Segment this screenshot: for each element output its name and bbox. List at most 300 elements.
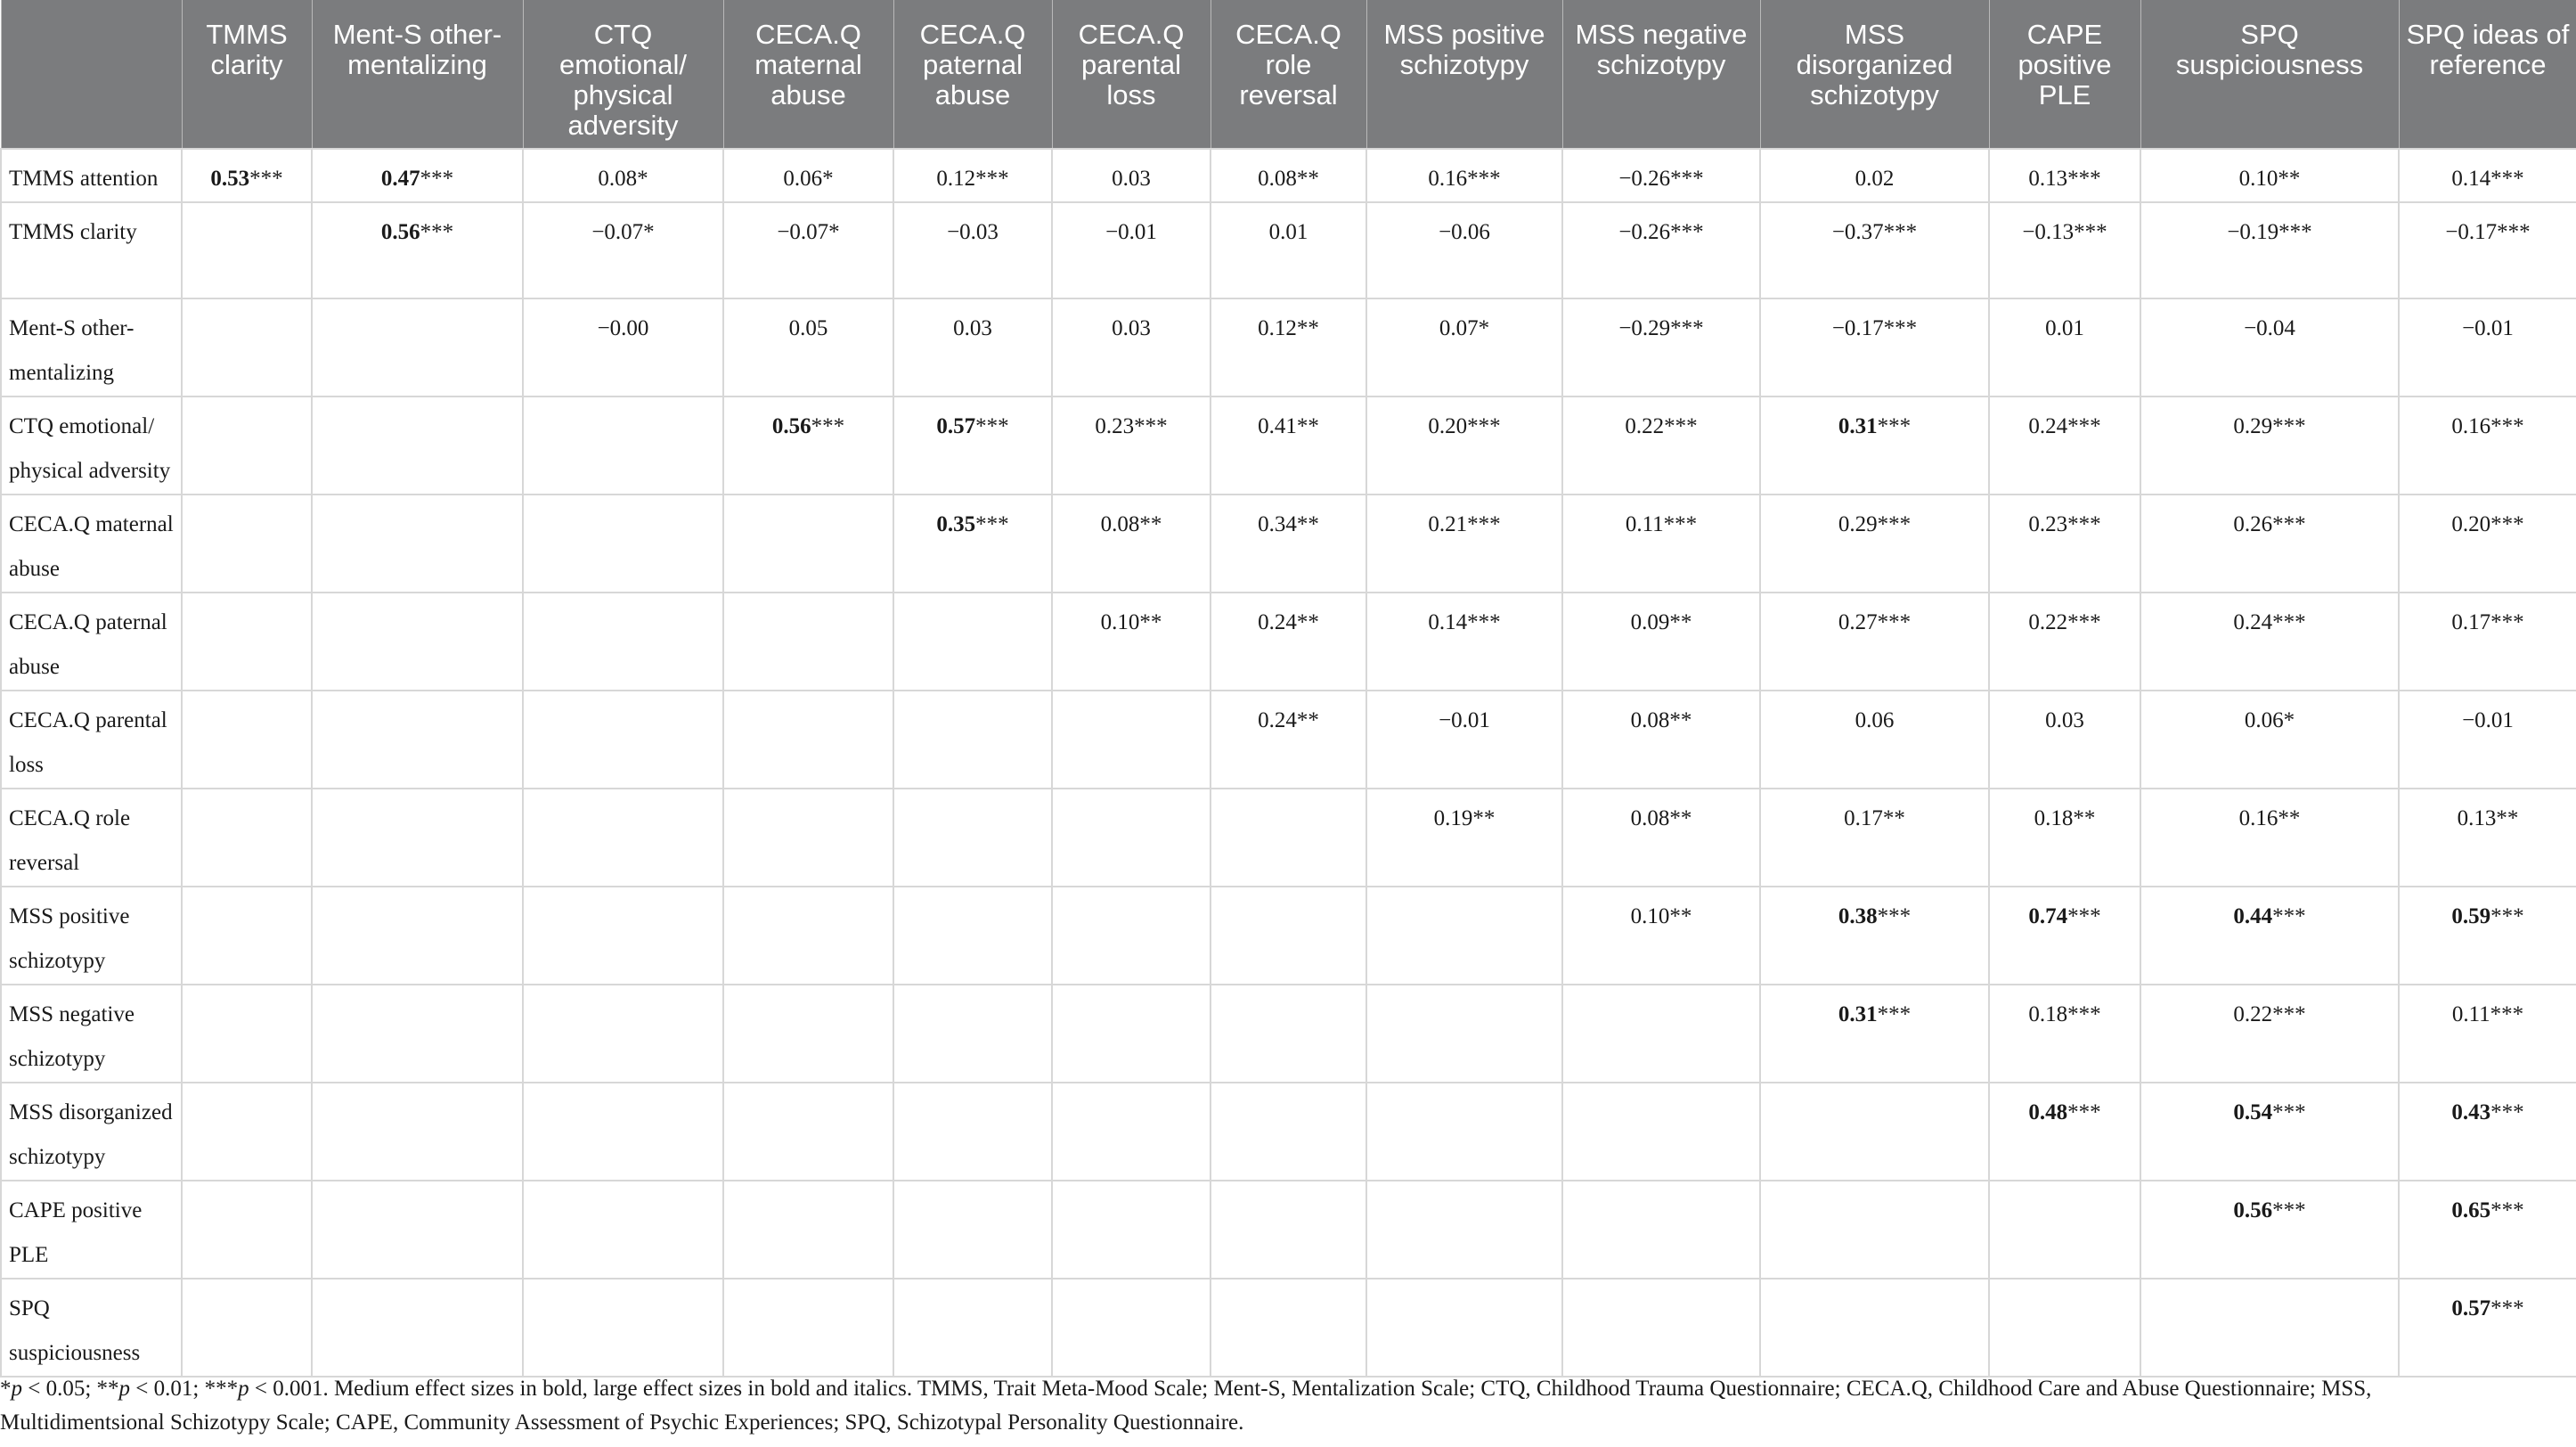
table-cell bbox=[1052, 149, 1211, 202]
table-cell bbox=[2399, 202, 2576, 298]
table-cell bbox=[1052, 1279, 1211, 1377]
significance-marker: ** bbox=[1139, 512, 1162, 536]
significance-marker: *** bbox=[975, 167, 1009, 191]
correlation-value: −0.13 bbox=[2022, 220, 2075, 244]
table-row bbox=[1, 887, 2576, 985]
table-cell bbox=[1562, 789, 1760, 887]
footnote-line-1: *p < 0.05; **p < 0.01; ***p < 0.001. Medium effect sizes in bold, large effect sizes in bold and italics. TMMS, Trait Meta-Mood Scale; Ment-S, Mentalization Scale; CTQ, Childhood Trauma Questionnaire; CECA.Q, Childhood Care and Abuse Questionnaire; MSS, bbox=[0, 1377, 2372, 1401]
correlation-value: 0.24 bbox=[1258, 610, 1297, 634]
table-cell bbox=[182, 789, 312, 887]
significance-marker: * bbox=[637, 167, 648, 191]
significance-marker: ** bbox=[1472, 806, 1496, 830]
table-cell bbox=[1366, 691, 1562, 789]
correlation-value: −0.06 bbox=[1439, 220, 1490, 244]
column-header: CECA.Q role reversal bbox=[1211, 0, 1366, 149]
table-cell bbox=[1989, 1181, 2140, 1279]
table-cell bbox=[2399, 1181, 2576, 1279]
significance-marker: *** bbox=[420, 220, 454, 244]
significance-marker: ** bbox=[1669, 806, 1692, 830]
significance-marker: ** bbox=[1669, 610, 1692, 634]
correlation-value: 0.02 bbox=[1855, 167, 1895, 191]
correlation-value: 0.24 bbox=[1258, 708, 1297, 732]
correlation-value: 0.09 bbox=[1630, 610, 1670, 634]
correlation-value: 0.20 bbox=[2451, 512, 2491, 536]
table-footnote bbox=[0, 1372, 2565, 1440]
table-cell bbox=[1760, 396, 1989, 495]
table-cell bbox=[1366, 202, 1562, 298]
table-cell bbox=[1989, 985, 2140, 1083]
significance-marker: *** bbox=[1877, 414, 1912, 438]
significance-marker: *** bbox=[1467, 512, 1501, 536]
table-row bbox=[1, 298, 2576, 396]
correlation-value: 0.18 bbox=[2034, 806, 2074, 830]
correlation-value: 0.34 bbox=[1258, 512, 1297, 536]
significance-marker: *** bbox=[420, 167, 454, 191]
correlation-value: 0.54 bbox=[2233, 1100, 2273, 1124]
table-cell bbox=[1760, 298, 1989, 396]
significance-marker: *** bbox=[2490, 1198, 2524, 1222]
table-cell bbox=[523, 202, 723, 298]
table-cell bbox=[2140, 887, 2399, 985]
table-cell bbox=[1366, 985, 1562, 1083]
table-cell bbox=[1366, 593, 1562, 691]
column-header: MSS positive schizotypy bbox=[1366, 0, 1562, 149]
row-label: CECA.Q paternal abuse bbox=[1, 593, 182, 691]
table-row bbox=[1, 1279, 2576, 1377]
table-header-row bbox=[1, 0, 2576, 149]
table-cell bbox=[1989, 298, 2140, 396]
table-cell bbox=[2140, 1181, 2399, 1279]
row-label: CTQ emotional/ physical adversity bbox=[1, 396, 182, 495]
correlation-value: 0.19 bbox=[1433, 806, 1473, 830]
table-cell bbox=[2399, 149, 2576, 202]
correlation-value: 0.14 bbox=[1428, 610, 1468, 634]
table-cell bbox=[1052, 396, 1211, 495]
table-cell bbox=[893, 1181, 1052, 1279]
table-cell bbox=[2399, 495, 2576, 593]
table-cell bbox=[523, 1279, 723, 1377]
significance-marker: *** bbox=[1467, 167, 1501, 191]
significance-marker: *** bbox=[2067, 904, 2101, 928]
table-cell bbox=[723, 1181, 893, 1279]
table-cell bbox=[2140, 691, 2399, 789]
column-header: Ment-S other-mentalizing bbox=[312, 0, 523, 149]
table-cell bbox=[723, 298, 893, 396]
correlation-value: 0.22 bbox=[1625, 414, 1665, 438]
correlation-value: 0.01 bbox=[1268, 220, 1308, 244]
table-cell bbox=[1211, 396, 1366, 495]
table-cell bbox=[312, 887, 523, 985]
table-cell bbox=[312, 298, 523, 396]
correlation-value: 0.10 bbox=[1100, 610, 1140, 634]
table-cell bbox=[312, 1181, 523, 1279]
table-cell bbox=[2140, 149, 2399, 202]
correlation-value: 0.56 bbox=[380, 220, 420, 244]
table-cell bbox=[1052, 495, 1211, 593]
table-cell bbox=[1562, 887, 1760, 985]
correlation-value: −0.17 bbox=[1831, 316, 1884, 340]
significance-marker: ** bbox=[1882, 806, 1905, 830]
table-cell bbox=[1760, 691, 1989, 789]
correlation-value: 0.03 bbox=[2045, 708, 2084, 732]
significance-marker: *** bbox=[1877, 610, 1912, 634]
table-cell bbox=[1760, 887, 1989, 985]
correlation-value: 0.05 bbox=[788, 316, 828, 340]
table-cell bbox=[1562, 691, 1760, 789]
table-cell bbox=[1760, 593, 1989, 691]
table-cell bbox=[312, 691, 523, 789]
table-cell bbox=[182, 396, 312, 495]
significance-marker: ** bbox=[2278, 167, 2301, 191]
table-cell bbox=[1052, 593, 1211, 691]
table-cell bbox=[1211, 985, 1366, 1083]
row-label: CECA.Q maternal abuse bbox=[1, 495, 182, 593]
table-cell bbox=[1989, 1279, 2140, 1377]
column-header: MSS negative schizotypy bbox=[1562, 0, 1760, 149]
table-cell bbox=[893, 495, 1052, 593]
column-header: SPQ ideas of reference bbox=[2399, 0, 2576, 149]
column-header: TMMS clarity bbox=[182, 0, 312, 149]
correlation-value: −0.03 bbox=[947, 220, 999, 244]
table-cell bbox=[312, 1279, 523, 1377]
correlation-value: 0.06 bbox=[2244, 708, 2284, 732]
table-cell bbox=[523, 985, 723, 1083]
table-cell bbox=[182, 202, 312, 298]
correlation-value: −0.01 bbox=[1439, 708, 1490, 732]
table-row bbox=[1, 149, 2576, 202]
significance-marker: *** bbox=[2272, 904, 2306, 928]
row-label: MSS negative schizotypy bbox=[1, 985, 182, 1083]
significance-marker: *** bbox=[2067, 512, 2101, 536]
correlation-value: −0.04 bbox=[2244, 316, 2295, 340]
correlation-value: −0.37 bbox=[1831, 220, 1884, 244]
table-cell bbox=[312, 495, 523, 593]
table-row bbox=[1, 691, 2576, 789]
table-cell bbox=[182, 691, 312, 789]
correlation-value: 0.08 bbox=[1258, 167, 1297, 191]
correlation-value: 0.23 bbox=[1095, 414, 1135, 438]
correlation-value: 0.03 bbox=[1112, 316, 1151, 340]
table-cell bbox=[1052, 1181, 1211, 1279]
significance-marker: *** bbox=[811, 414, 845, 438]
significance-marker: *** bbox=[1877, 904, 1912, 928]
correlation-value: 0.18 bbox=[2028, 1002, 2068, 1026]
table-cell bbox=[723, 789, 893, 887]
significance-marker: *** bbox=[1670, 316, 1704, 340]
table-cell bbox=[2140, 396, 2399, 495]
significance-marker: *** bbox=[2272, 1100, 2306, 1124]
correlation-value: 0.08 bbox=[1630, 806, 1670, 830]
footnote-p-symbol: p bbox=[118, 1377, 131, 1401]
table-cell bbox=[1989, 1083, 2140, 1181]
table-cell bbox=[1760, 985, 1989, 1083]
table-cell bbox=[523, 789, 723, 887]
table-cell bbox=[523, 1181, 723, 1279]
table-cell bbox=[2399, 396, 2576, 495]
significance-marker: ** bbox=[1296, 316, 1319, 340]
table-cell bbox=[1989, 789, 2140, 887]
significance-marker: *** bbox=[2272, 1002, 2306, 1026]
column-header: CTQ emotional/ physical adversity bbox=[523, 0, 723, 149]
correlation-value: 0.43 bbox=[2451, 1100, 2491, 1124]
table-cell bbox=[2140, 593, 2399, 691]
significance-marker: * bbox=[643, 220, 655, 244]
table-cell bbox=[1760, 495, 1989, 593]
significance-marker: *** bbox=[1134, 414, 1168, 438]
table-cell bbox=[1211, 495, 1366, 593]
table-cell bbox=[1366, 1083, 1562, 1181]
correlation-value: 0.08 bbox=[598, 167, 638, 191]
correlation-value: 0.12 bbox=[1258, 316, 1297, 340]
correlation-value: −0.01 bbox=[1105, 220, 1157, 244]
footnote-text: < 0.05; ** bbox=[22, 1377, 119, 1401]
correlation-value: 0.31 bbox=[1838, 414, 1878, 438]
significance-marker: *** bbox=[1877, 1002, 1912, 1026]
table-cell bbox=[893, 1083, 1052, 1181]
correlation-value: 0.22 bbox=[2233, 1002, 2273, 1026]
table-cell bbox=[2140, 298, 2399, 396]
table-row bbox=[1, 789, 2576, 887]
table-cell bbox=[2399, 789, 2576, 887]
significance-marker: * bbox=[822, 167, 834, 191]
footnote-text: < 0.001. Medium effect sizes in bold, large effect sizes in bold and italics. TMMS, Trait Meta-Mood Scale; Ment-S, Mentalization Scale; CTQ, Childhood Trauma Questionnaire; CECA.Q, Childhood Care and Abuse Questionnaire; MSS, bbox=[249, 1377, 2372, 1401]
significance-marker: *** bbox=[2497, 220, 2531, 244]
correlation-value: 0.56 bbox=[771, 414, 811, 438]
correlation-value: −0.26 bbox=[1618, 167, 1671, 191]
table-cell bbox=[1562, 985, 1760, 1083]
correlation-value: 0.16 bbox=[2451, 414, 2491, 438]
column-header: MSS disorganized schizotypy bbox=[1760, 0, 1989, 149]
correlation-value: 0.16 bbox=[1428, 167, 1468, 191]
table-cell bbox=[893, 691, 1052, 789]
table-cell bbox=[1989, 495, 2140, 593]
table-cell bbox=[2399, 593, 2576, 691]
table-cell bbox=[1760, 789, 1989, 887]
significance-marker: ** bbox=[2278, 806, 2301, 830]
correlation-value: −0.07 bbox=[591, 220, 644, 244]
table-cell bbox=[182, 593, 312, 691]
table-cell bbox=[182, 887, 312, 985]
table-cell bbox=[1211, 789, 1366, 887]
table-cell bbox=[1760, 1181, 1989, 1279]
table-cell bbox=[723, 396, 893, 495]
significance-marker: *** bbox=[1467, 414, 1501, 438]
table-cell bbox=[1562, 298, 1760, 396]
table-cell bbox=[1562, 1181, 1760, 1279]
table-cell bbox=[723, 691, 893, 789]
table-cell bbox=[1989, 691, 2140, 789]
correlation-value: 0.53 bbox=[210, 167, 250, 191]
correlation-value: 0.26 bbox=[2233, 512, 2273, 536]
table-cell bbox=[1989, 149, 2140, 202]
correlation-value: −0.01 bbox=[2462, 316, 2514, 340]
significance-marker: ** bbox=[1296, 708, 1319, 732]
significance-marker: ** bbox=[1296, 167, 1319, 191]
table-cell bbox=[1989, 887, 2140, 985]
correlation-value: 0.65 bbox=[2451, 1198, 2491, 1222]
table-cell bbox=[523, 495, 723, 593]
table-cell bbox=[2140, 1279, 2399, 1377]
correlation-value: 0.11 bbox=[2451, 1002, 2490, 1026]
table-cell bbox=[1366, 396, 1562, 495]
significance-marker: *** bbox=[2272, 414, 2306, 438]
table-cell bbox=[1052, 1083, 1211, 1181]
table-row bbox=[1, 396, 2576, 495]
row-label: CECA.Q role reversal bbox=[1, 789, 182, 887]
row-label: SPQ suspiciousness bbox=[1, 1279, 182, 1377]
significance-marker: *** bbox=[975, 512, 1009, 536]
table-cell bbox=[1052, 202, 1211, 298]
correlation-value: 0.31 bbox=[1838, 1002, 1878, 1026]
table-cell bbox=[2399, 1083, 2576, 1181]
table-cell bbox=[723, 1279, 893, 1377]
correlation-value: 0.07 bbox=[1439, 316, 1479, 340]
table-cell bbox=[893, 593, 1052, 691]
significance-marker: ** bbox=[1296, 610, 1319, 634]
table-cell bbox=[893, 298, 1052, 396]
table-cell bbox=[182, 985, 312, 1083]
table-row bbox=[1, 202, 2576, 298]
table-cell bbox=[723, 495, 893, 593]
table-cell bbox=[1366, 1279, 1562, 1377]
significance-marker: *** bbox=[1883, 316, 1918, 340]
significance-marker: *** bbox=[2067, 610, 2101, 634]
table-cell bbox=[523, 887, 723, 985]
correlation-value: −0.07 bbox=[777, 220, 829, 244]
row-label: CAPE positive PLE bbox=[1, 1181, 182, 1279]
significance-marker: ** bbox=[2073, 806, 2096, 830]
table-cell bbox=[723, 985, 893, 1083]
table-cell bbox=[1052, 887, 1211, 985]
table-cell bbox=[1760, 149, 1989, 202]
table-cell bbox=[893, 789, 1052, 887]
correlation-value: 0.57 bbox=[936, 414, 976, 438]
row-label: MSS positive schizotypy bbox=[1, 887, 182, 985]
correlation-value: 0.22 bbox=[2028, 610, 2068, 634]
column-header: CECA.Q maternal abuse bbox=[723, 0, 893, 149]
table-cell bbox=[1562, 202, 1760, 298]
table-cell bbox=[2140, 202, 2399, 298]
table-cell bbox=[723, 202, 893, 298]
table-cell bbox=[312, 985, 523, 1083]
significance-marker: *** bbox=[1663, 512, 1698, 536]
table-cell bbox=[1211, 149, 1366, 202]
table-cell bbox=[523, 396, 723, 495]
table-cell bbox=[523, 1083, 723, 1181]
significance-marker: ** bbox=[1139, 610, 1162, 634]
table-cell bbox=[523, 691, 723, 789]
significance-marker: * bbox=[2283, 708, 2295, 732]
footnote-p-symbol: p bbox=[238, 1377, 249, 1401]
table-cell bbox=[1760, 1279, 1989, 1377]
table-cell bbox=[182, 149, 312, 202]
significance-marker: *** bbox=[2490, 904, 2524, 928]
table-cell bbox=[182, 1181, 312, 1279]
row-label: MSS disorganized schizotypy bbox=[1, 1083, 182, 1181]
column-header: CECA.Q paternal abuse bbox=[893, 0, 1052, 149]
table-cell bbox=[2399, 985, 2576, 1083]
significance-marker: *** bbox=[2490, 414, 2524, 438]
significance-marker: *** bbox=[1467, 610, 1501, 634]
table-cell bbox=[893, 1279, 1052, 1377]
significance-marker: *** bbox=[1670, 220, 1704, 244]
column-header: SPQ suspiciousness bbox=[2140, 0, 2399, 149]
table-cell bbox=[1366, 149, 1562, 202]
correlation-value: 0.14 bbox=[2451, 167, 2491, 191]
table-cell bbox=[523, 298, 723, 396]
table-row bbox=[1, 495, 2576, 593]
correlation-value: 0.13 bbox=[2457, 806, 2497, 830]
table-cell bbox=[2399, 887, 2576, 985]
column-header: CECA.Q parental loss bbox=[1052, 0, 1211, 149]
table-cell bbox=[312, 593, 523, 691]
significance-marker: *** bbox=[2067, 1100, 2101, 1124]
correlation-value: 0.48 bbox=[2028, 1100, 2068, 1124]
table-cell bbox=[723, 887, 893, 985]
table-cell bbox=[1760, 1083, 1989, 1181]
correlation-value: 0.06 bbox=[1855, 708, 1895, 732]
table-row bbox=[1, 985, 2576, 1083]
significance-marker: ** bbox=[1296, 512, 1319, 536]
table-cell bbox=[2399, 1279, 2576, 1377]
table-cell bbox=[723, 593, 893, 691]
correlation-value: 0.03 bbox=[953, 316, 992, 340]
correlation-value: 0.21 bbox=[1428, 512, 1468, 536]
table-cell bbox=[893, 887, 1052, 985]
table-cell bbox=[1366, 789, 1562, 887]
table-cell bbox=[2140, 985, 2399, 1083]
significance-marker: *** bbox=[2272, 1198, 2306, 1222]
table-cell bbox=[1211, 202, 1366, 298]
table-cell bbox=[1052, 985, 1211, 1083]
correlation-value: 0.44 bbox=[2233, 904, 2273, 928]
table-cell bbox=[1989, 396, 2140, 495]
table-cell bbox=[1760, 202, 1989, 298]
correlation-value: 0.12 bbox=[936, 167, 976, 191]
table-cell bbox=[1211, 1181, 1366, 1279]
table-cell bbox=[312, 149, 523, 202]
table-cell bbox=[723, 1083, 893, 1181]
significance-marker: *** bbox=[2490, 1100, 2524, 1124]
correlation-value: 0.16 bbox=[2238, 806, 2278, 830]
table-cell bbox=[312, 789, 523, 887]
correlation-value: 0.23 bbox=[2028, 512, 2068, 536]
correlation-value: 0.11 bbox=[1625, 512, 1664, 536]
table-cell bbox=[312, 202, 523, 298]
footnote-text: < 0.01; *** bbox=[130, 1377, 239, 1401]
correlation-value: −0.00 bbox=[597, 316, 649, 340]
significance-marker: *** bbox=[2278, 220, 2312, 244]
correlation-value: 0.59 bbox=[2451, 904, 2491, 928]
table-body bbox=[1, 149, 2576, 1377]
table-cell bbox=[1562, 593, 1760, 691]
table-cell bbox=[1211, 1083, 1366, 1181]
table-cell bbox=[1052, 789, 1211, 887]
significance-marker: ** bbox=[2496, 806, 2519, 830]
significance-marker: *** bbox=[2490, 1002, 2524, 1026]
significance-marker: *** bbox=[1670, 167, 1704, 191]
table-cell bbox=[893, 202, 1052, 298]
significance-marker: * bbox=[828, 220, 840, 244]
correlation-value: 0.10 bbox=[2238, 167, 2278, 191]
correlation-value: 0.38 bbox=[1838, 904, 1878, 928]
table-row bbox=[1, 1181, 2576, 1279]
correlation-value: 0.41 bbox=[1258, 414, 1297, 438]
table-cell bbox=[1562, 396, 1760, 495]
correlation-value: 0.08 bbox=[1630, 708, 1670, 732]
table-cell bbox=[523, 149, 723, 202]
correlation-value: −0.26 bbox=[1618, 220, 1671, 244]
